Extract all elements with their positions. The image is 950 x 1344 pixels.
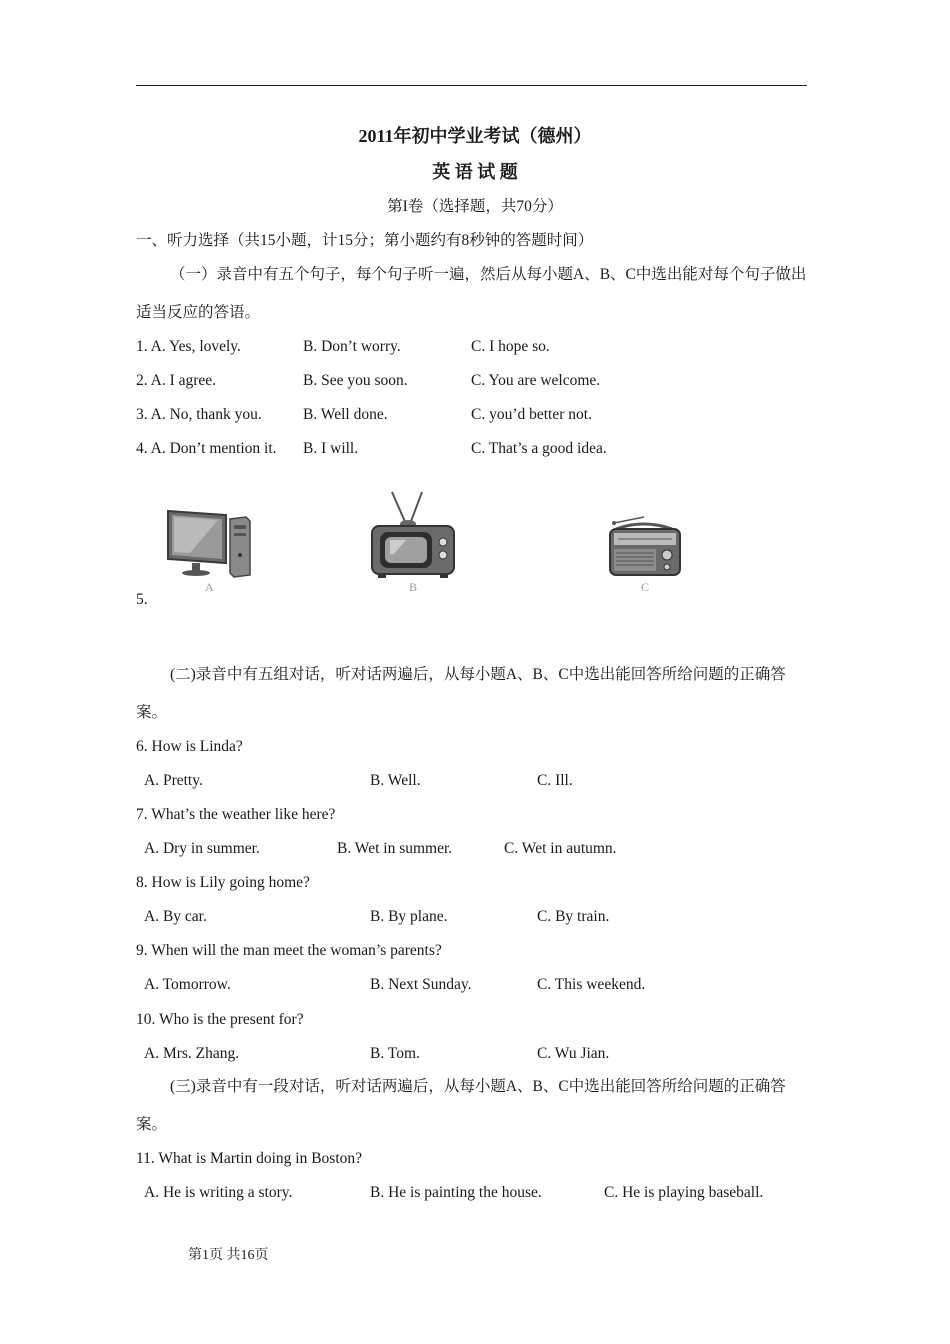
q10-question: 10. Who is the present for? [136, 1011, 304, 1028]
q5-label-a: A [205, 580, 214, 594]
q4-option-b: B. I will. [303, 440, 359, 457]
q6-option-a: A. Pretty. [144, 772, 203, 789]
q6-question: 6. How is Linda? [136, 738, 243, 755]
q4-option-a: 4. A. Don’t mention it. [136, 440, 277, 457]
q11-option-b: B. He is painting the house. [370, 1184, 542, 1201]
q10-option-c: C. Wu Jian. [537, 1045, 610, 1062]
q2-option-c: C. You are welcome. [471, 372, 601, 389]
q2-option-a: 2. A. I agree. [136, 372, 217, 389]
top-rule [136, 85, 807, 86]
q9-option-b: B. Next Sunday. [370, 976, 472, 993]
q7-option-c: C. Wet in autumn. [504, 840, 617, 857]
q8-option-c: C. By train. [537, 908, 610, 925]
exam-subtitle: 英 语 试 题 [432, 162, 518, 182]
volume-heading: 第I卷（选择题，共70分） [387, 198, 563, 215]
q1-option-c: C. I hope so. [471, 338, 550, 355]
q5-label-c: C [641, 580, 650, 594]
q6-option-b: B. Well. [370, 772, 421, 789]
q8-option-a: A. By car. [144, 908, 207, 925]
exam-title: 2011年初中学业考试（德州） [358, 126, 592, 146]
q7-question: 7. What’s the weather like here? [136, 806, 336, 823]
q10-option-a: A. Mrs. Zhang. [144, 1045, 240, 1062]
q9-option-a: A. Tomorrow. [144, 976, 231, 993]
computer-icon [160, 505, 256, 581]
television-icon [368, 490, 458, 580]
part3-instruction: (三)录音中有一段对话，听对话两遍后，从每小题A、B、C中选出能回答所给问题的正确答案。 [136, 1078, 786, 1133]
q2-option-b: B. See you soon. [303, 372, 408, 389]
q7-option-b: B. Wet in summer. [337, 840, 453, 857]
section-heading: 一、听力选择（共15小题，计15分；第小题约有8秒钟的答题时间） [136, 232, 594, 249]
q7-option-a: A. Dry in summer. [144, 840, 260, 857]
q3-option-a: 3. A. No, thank you. [136, 406, 262, 423]
q8-option-b: B. By plane. [370, 908, 448, 925]
q8-question: 8. How is Lily going home? [136, 874, 310, 891]
q1-option-b: B. Don’t worry. [303, 338, 401, 355]
q6-option-c: C. Ill. [537, 772, 573, 789]
radio-icon [604, 515, 686, 579]
q5-number: 5. [136, 591, 148, 608]
q9-question: 9. When will the man meet the woman’s parents? [136, 942, 442, 959]
q11-option-c: C. He is playing baseball. [604, 1184, 764, 1201]
q3-option-b: B. Well done. [303, 406, 388, 423]
q5-label-b: B [409, 580, 418, 594]
q11-option-a: A. He is writing a story. [144, 1184, 293, 1201]
q11-question: 11. What is Martin doing in Boston? [136, 1150, 363, 1167]
q1-option-a: 1. A. Yes, lovely. [136, 338, 241, 355]
page-footer: 第1页 共16页 [188, 1248, 269, 1263]
part2-instruction: (二)录音中有五组对话，听对话两遍后，从每小题A、B、C中选出能回答所给问题的正确答案。 [136, 666, 786, 721]
q10-option-b: B. Tom. [370, 1045, 420, 1062]
q3-option-c: C. you’d better not. [471, 406, 592, 423]
q4-option-c: C. That’s a good idea. [471, 440, 607, 457]
q9-option-c: C. This weekend. [537, 976, 646, 993]
part1-instruction: （一）录音中有五个句子，每个句子听一遍，然后从每小题A、B、C中选出能对每个句子做出适当反应的答语。 [136, 266, 807, 321]
